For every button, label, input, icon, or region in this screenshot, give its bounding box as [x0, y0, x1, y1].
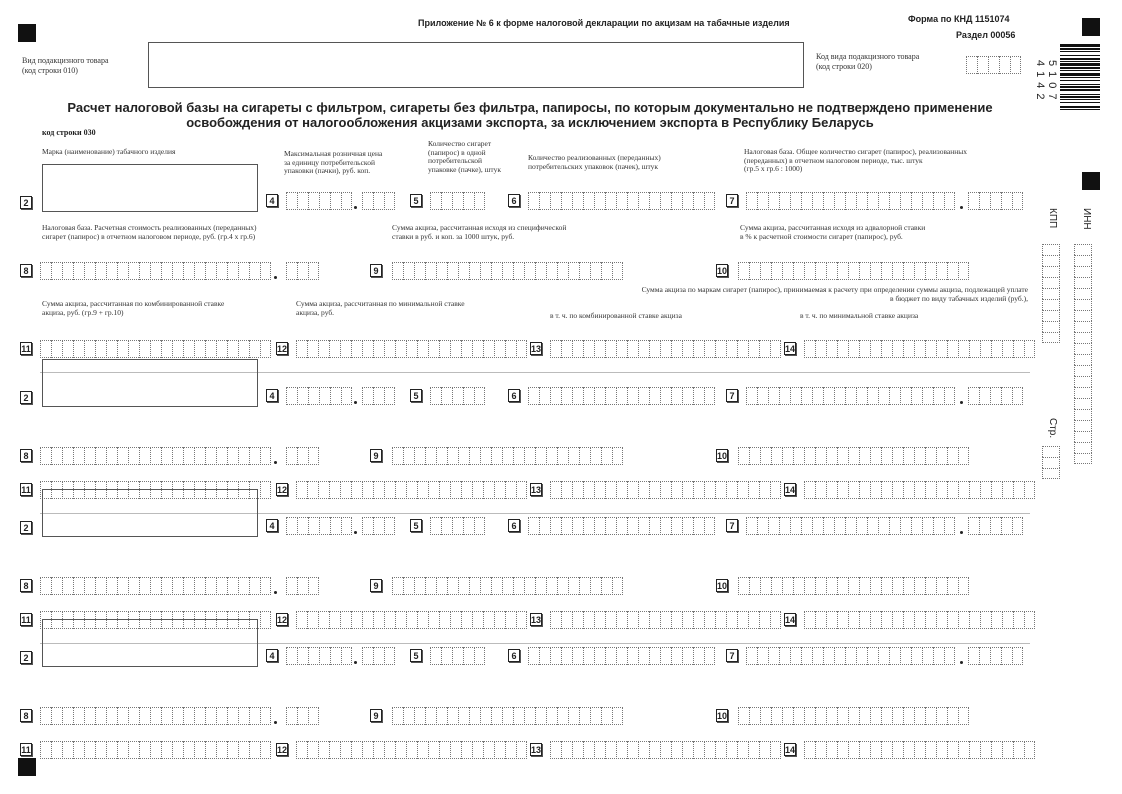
tax-base-quantity-field[interactable] [746, 387, 955, 405]
field-number-10: 10 [717, 711, 728, 721]
packs-sold-field[interactable] [528, 647, 715, 665]
label-f13-14: Сумма акциза по маркам сигарет (папирос), принимаемая к расчету при определении суммы акциза, подлежащей уплате в бюджет по виду табачных изделий (руб.), [641, 285, 1028, 303]
decimal-dot [274, 721, 277, 724]
field-number-5: 5 [410, 194, 422, 207]
field-number-9: 9 [370, 449, 382, 462]
page-label: Стр. [1047, 418, 1058, 439]
max-price-kop-field[interactable] [362, 192, 395, 210]
calculated-value-field[interactable] [40, 577, 271, 595]
pack-quantity-field[interactable] [430, 192, 485, 210]
specific-excise-field[interactable] [392, 707, 623, 725]
barcode-digits: 5107 4142 [1034, 60, 1058, 105]
label-f2: Марка (наименование) табачного изделия [42, 147, 176, 156]
label-f11: Сумма акциза, рассчитанная по комбинированной ставке акциза, руб. (гр.9 + гр.10) [42, 299, 225, 317]
specific-excise-field[interactable] [392, 447, 623, 465]
specific-excise-field[interactable] [392, 577, 623, 595]
field-number-8: 8 [20, 579, 32, 592]
field-number-5: 5 [410, 649, 422, 662]
field-number-4: 4 [266, 519, 278, 532]
label-f10: Сумма акциза, рассчитанная исходя из адвалорной ставки в % к расчетной стоимости сигарет (папирос), руб. [740, 223, 926, 241]
max-price-rub-field[interactable] [286, 647, 352, 665]
max-price-rub-field[interactable] [286, 192, 352, 210]
minimum-excise-field[interactable] [296, 611, 527, 629]
field-number-10: 10 [717, 451, 728, 461]
product-code-field[interactable] [966, 56, 1021, 74]
field-number-5: 5 [410, 519, 422, 532]
appendix-note: Приложение № 6 к форме налоговой декларации по акцизам на табачные изделия [418, 18, 790, 28]
minimum-rate-share-field[interactable] [804, 481, 1035, 499]
decimal-dot [354, 401, 357, 404]
registration-marker-top-right [1082, 18, 1100, 36]
field-number-14: 14 [785, 745, 796, 755]
ad-valorem-excise-field[interactable] [738, 262, 969, 280]
max-price-kop-field[interactable] [362, 647, 395, 665]
ad-valorem-excise-field[interactable] [738, 707, 969, 725]
registration-marker-top-left [18, 24, 36, 42]
form-code: Форма по КНД 1151074 [908, 14, 1010, 24]
pack-quantity-field[interactable] [430, 647, 485, 665]
brand-name-field[interactable] [42, 164, 258, 212]
field-number-11: 11 [21, 485, 31, 495]
field-number-4: 4 [266, 389, 278, 402]
field-number-12: 12 [277, 485, 288, 495]
field-number-2: 2 [20, 196, 32, 209]
product-code-label: Код вида подакцизного товара (код строки 020) [816, 52, 920, 71]
kpp-label: КПП [1047, 208, 1058, 229]
field-number-8: 8 [20, 264, 32, 277]
calculated-value-field[interactable] [40, 447, 271, 465]
field-number-14: 14 [785, 344, 796, 354]
decimal-dot [960, 206, 963, 209]
label-f6: Количество реализованных (переданных) потребительских упаковок (пачек), штук [528, 153, 661, 171]
tax-base-quantity-field[interactable] [746, 192, 955, 210]
field-number-14: 14 [785, 615, 796, 625]
combined-rate-share-field[interactable] [550, 741, 781, 759]
field-number-13: 13 [531, 344, 542, 354]
combined-excise-field[interactable] [40, 340, 271, 358]
decimal-dot [274, 276, 277, 279]
decimal-dot [354, 206, 357, 209]
field-number-14: 14 [785, 485, 796, 495]
decimal-dot [354, 531, 357, 534]
calculated-value-kop-field[interactable] [286, 262, 319, 280]
calculated-value-field[interactable] [40, 707, 271, 725]
label-f9: Сумма акциза, рассчитанная исходя из специфической ставки в руб. и коп. за 1000 штук, руб. [392, 223, 567, 241]
field-number-2: 2 [20, 521, 32, 534]
field-number-6: 6 [508, 389, 520, 402]
field-number-8: 8 [20, 709, 32, 722]
field-number-7: 7 [726, 194, 738, 207]
tax-base-quantity-decimal-field[interactable] [968, 387, 1023, 405]
kpp-field[interactable] [1042, 244, 1060, 343]
decimal-dot [274, 461, 277, 464]
field-number-2: 2 [20, 651, 32, 664]
ad-valorem-excise-field[interactable] [738, 577, 969, 595]
decimal-dot [354, 661, 357, 664]
label-f7: Налоговая база. Общее количество сигарет (папирос), реализованных (переданных) в отчетном налоговом периоде, тыс. штук (гр.5 х гр.6 : 1000) [744, 147, 968, 173]
field-number-4: 4 [266, 649, 278, 662]
row-code-label: код строки 030 [42, 128, 96, 137]
field-number-11: 11 [21, 615, 31, 625]
decimal-dot [274, 591, 277, 594]
inn-field[interactable] [1074, 244, 1092, 464]
section-code: Раздел 00056 [956, 30, 1016, 40]
registration-marker-mid-right [1082, 172, 1100, 190]
tax-base-quantity-decimal-field[interactable] [968, 647, 1023, 665]
minimum-rate-share-field[interactable] [804, 741, 1035, 759]
field-number-5: 5 [410, 389, 422, 402]
field-number-7: 7 [726, 649, 738, 662]
registration-marker-bottom-left [18, 758, 36, 776]
label-f14: в т. ч. по минимальной ставке акциза [800, 311, 919, 320]
field-number-12: 12 [277, 344, 288, 354]
field-number-9: 9 [370, 264, 382, 277]
max-price-kop-field[interactable] [362, 517, 395, 535]
field-number-9: 9 [370, 579, 382, 592]
minimum-excise-field[interactable] [296, 741, 527, 759]
pack-quantity-field[interactable] [430, 387, 485, 405]
max-price-rub-field[interactable] [286, 387, 352, 405]
barcode-bar [1060, 109, 1100, 110]
field-number-11: 11 [21, 344, 31, 354]
field-number-13: 13 [531, 615, 542, 625]
field-number-2: 2 [20, 391, 32, 404]
field-number-11: 11 [21, 745, 31, 755]
combined-excise-field[interactable] [40, 741, 271, 759]
decimal-dot [960, 661, 963, 664]
max-price-kop-field[interactable] [362, 387, 395, 405]
field-number-13: 13 [531, 745, 542, 755]
combined-rate-share-field[interactable] [550, 340, 781, 358]
page-number-field[interactable] [1042, 446, 1060, 479]
packs-sold-field[interactable] [528, 192, 715, 210]
field-number-13: 13 [531, 485, 542, 495]
minimum-rate-share-field[interactable] [804, 340, 1035, 358]
field-number-8: 8 [20, 449, 32, 462]
tax-base-quantity-field[interactable] [746, 647, 955, 665]
inn-label: ИНН [1081, 208, 1092, 230]
combined-rate-share-field[interactable] [550, 481, 781, 499]
tax-base-quantity-field[interactable] [746, 517, 955, 535]
label-f4: Максимальная розничная цена за единицу потребительской упаковки (пачки), руб. коп. [284, 149, 383, 175]
calculated-value-kop-field[interactable] [286, 707, 319, 725]
field-number-9: 9 [370, 709, 382, 722]
ad-valorem-excise-field[interactable] [738, 447, 969, 465]
product-type-label: Вид подакцизного товара (код строки 010) [22, 56, 109, 75]
combined-rate-share-field[interactable] [550, 611, 781, 629]
calculated-value-field[interactable] [40, 262, 271, 280]
field-number-10: 10 [717, 581, 728, 591]
field-number-10: 10 [717, 266, 728, 276]
brand-name-field[interactable] [42, 359, 258, 407]
page-title: Расчет налоговой базы на сигареты с фильтром, сигареты без фильтра, папиросы, по которым документально не подтверждено применение освобождения от налогообложения акцизами экспорта, за исключением экспорта в Республику Беларусь [67, 100, 993, 130]
max-price-rub-field[interactable] [286, 517, 352, 535]
minimum-excise-field[interactable] [296, 340, 527, 358]
field-number-6: 6 [508, 194, 520, 207]
brand-name-field[interactable] [42, 489, 258, 537]
pack-quantity-field[interactable] [430, 517, 485, 535]
minimum-rate-share-field[interactable] [804, 611, 1035, 629]
field-number-6: 6 [508, 649, 520, 662]
packs-sold-field[interactable] [528, 387, 715, 405]
label-f8: Налоговая база. Расчетная стоимость реализованных (переданных) сигарет (папирос) в отчетном налоговом периоде, руб. (гр.4 х гр.6) [42, 223, 257, 241]
minimum-excise-field[interactable] [296, 481, 527, 499]
field-number-12: 12 [277, 745, 288, 755]
tax-base-quantity-decimal-field[interactable] [968, 517, 1023, 535]
calculated-value-kop-field[interactable] [286, 447, 319, 465]
calculated-value-kop-field[interactable] [286, 577, 319, 595]
label-f13: в т. ч. по комбинированной ставке акциза [550, 311, 682, 320]
field-number-6: 6 [508, 519, 520, 532]
tax-base-quantity-decimal-field[interactable] [968, 192, 1023, 210]
field-number-7: 7 [726, 519, 738, 532]
barcode [1060, 44, 1100, 110]
product-type-field[interactable] [148, 42, 804, 88]
decimal-dot [960, 531, 963, 534]
field-number-4: 4 [266, 194, 278, 207]
label-f12: Сумма акциза, рассчитанная по минимальной ставке акциза, руб. [296, 299, 465, 317]
brand-name-field[interactable] [42, 619, 258, 667]
label-f5: Количество сигарет (папирос) в одной потребительской упаковке (пачке), штук [428, 139, 502, 174]
packs-sold-field[interactable] [528, 517, 715, 535]
field-number-7: 7 [726, 389, 738, 402]
specific-excise-field[interactable] [392, 262, 623, 280]
decimal-dot [960, 401, 963, 404]
field-number-12: 12 [277, 615, 288, 625]
